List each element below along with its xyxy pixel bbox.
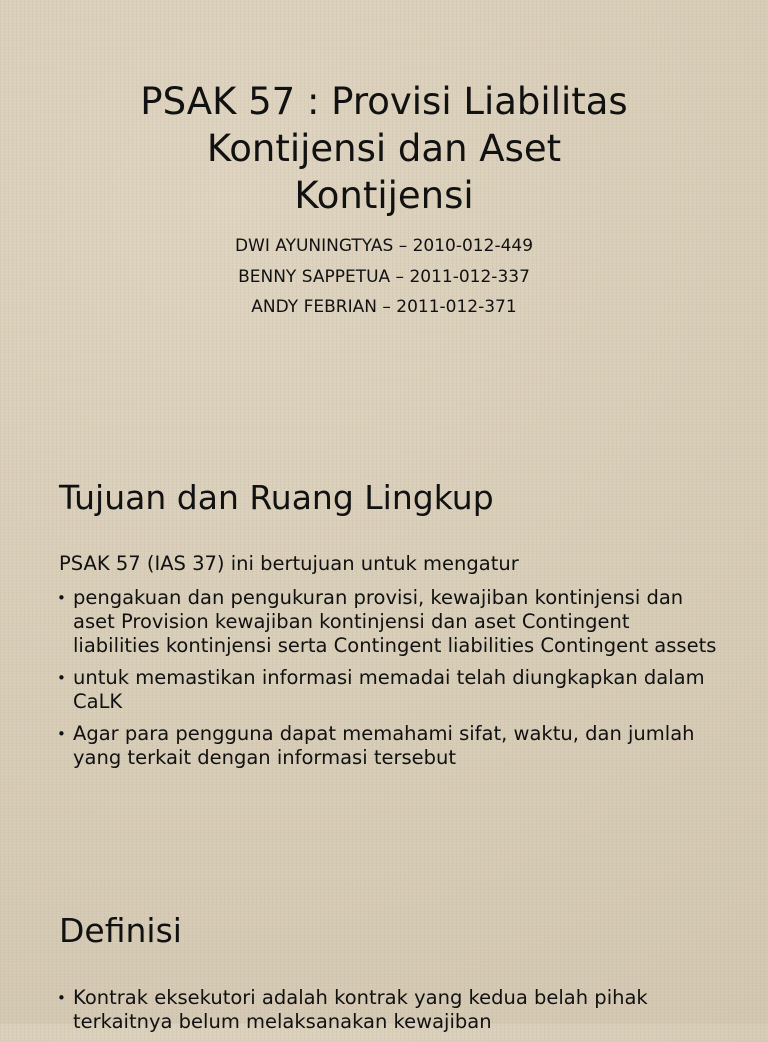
bullet-item [57,586,717,658]
bullet-list-tujuan [57,586,717,778]
intro-text: PSAK 57 (IAS 37) ini bertujuan untuk mengatur [59,552,519,575]
bullet-text: untuk memastikan informasi memadai telah diungkapkan dalam CaLK [73,666,705,713]
author-item: BENNY SAPPETUA – 2011-012-337 [238,266,530,287]
author-item: ANDY FEBRIAN – 2011-012-371 [251,297,517,317]
bullet-text: pengakuan dan pengukuran provisi, kewajiban kontinjensi dan aset Provision kewajiban kontinjensi dan aset Contingent liabilities kontinjensi serta Contingent liabilities Contingent assets [73,586,717,657]
page-title: PSAK 57 : Provisi Liabilitas Kontijensi dan Aset Kontijensi [140,80,628,217]
bullet-icon: • [57,669,66,687]
bullet-text: Kontrak eksekutori adalah kontrak yang kedua belah pihak terkaitnya belum melaksanakan kewajiban [73,986,648,1033]
bullet-item [57,722,717,770]
bullet-icon: • [57,725,66,743]
author-list [60,231,708,323]
bullet-icon: • [57,989,66,1007]
bullet-icon: • [57,589,66,607]
bullet-list-definisi [57,986,717,1042]
section-heading-definisi: Definisi [59,911,182,950]
bullet-item [57,666,717,714]
author-item: DWI AYUNINGTYAS – 2010-012-449 [234,236,534,256]
bullet-text: Agar para pengguna dapat memahami sifat, waktu, dan jumlah yang terkait dengan informasi tersebut [73,722,695,769]
section-heading-tujuan: Tujuan dan Ruang Lingkup [59,478,494,517]
bullet-item [57,986,717,1034]
